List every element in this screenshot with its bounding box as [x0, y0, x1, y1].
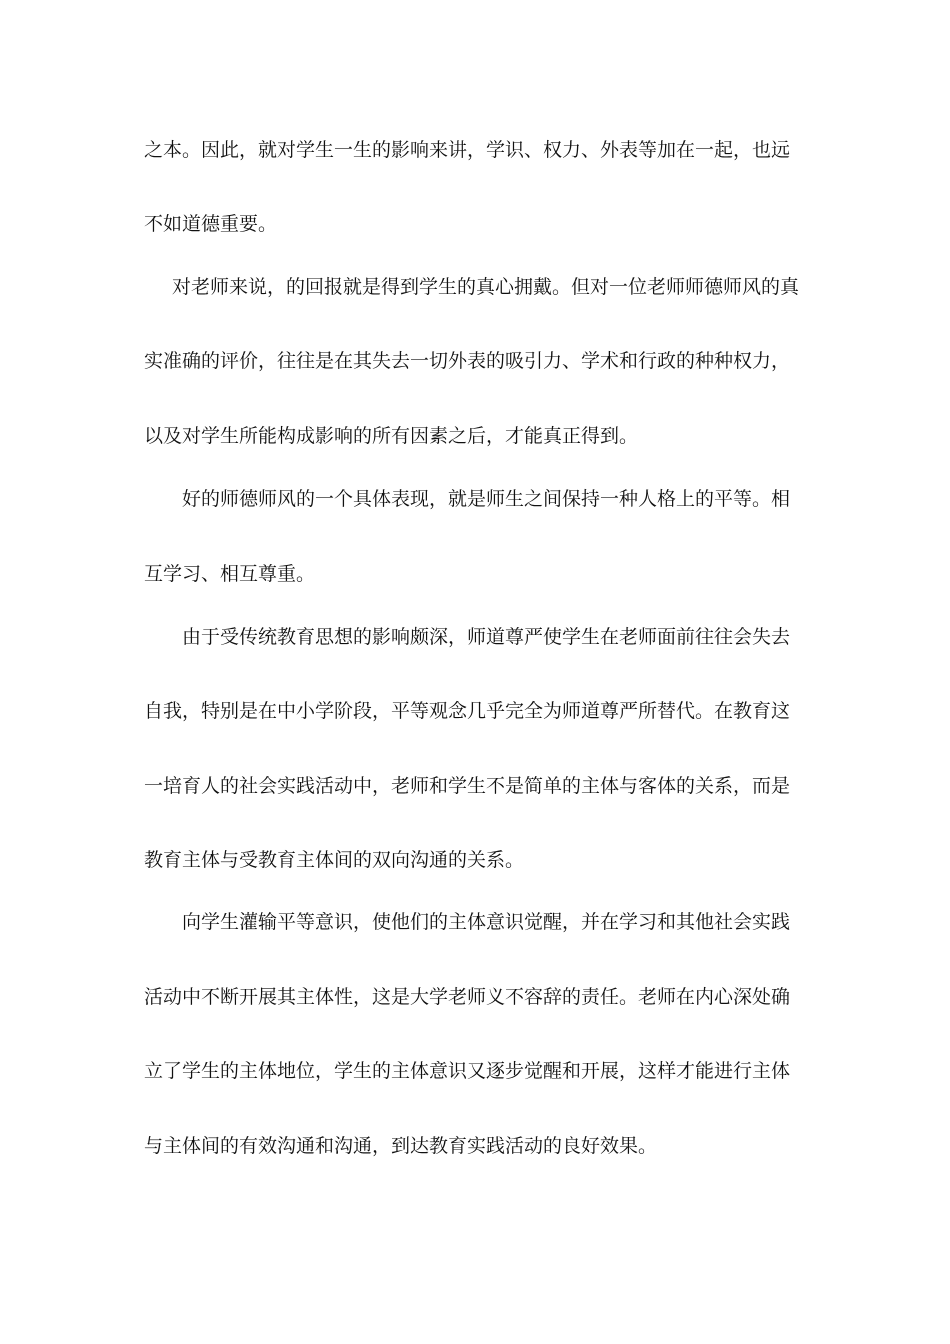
text-line-3: 对老师来说，的回报就是得到学生的真心拥戴。但对一位老师师德师风的真 [172, 276, 800, 298]
text-line-1: 之本。因此，就对学生一生的影响来讲，学识、权力、外表等加在一起，也远 [144, 139, 791, 161]
text-line-12: 向学生灌输平等意识，使他们的主体意识觉醒，并在学习和其他社会实践 [182, 911, 791, 933]
text-line-8: 由于受传统教育思想的影响颇深，师道尊严使学生在老师面前往往会失去 [182, 626, 791, 648]
text-line-11: 教育主体与受教育主体间的双向沟通的关系。 [144, 849, 525, 871]
text-line-14: 立了学生的主体地位，学生的主体意识又逐步觉醒和开展，这样才能进行主体 [144, 1060, 791, 1082]
text-line-2: 不如道德重要。 [144, 213, 278, 235]
text-line-7: 互学习、相互尊重。 [144, 563, 316, 585]
text-line-5: 以及对学生所能构成影响的所有因素之后，才能真正得到。 [144, 425, 639, 447]
text-line-9: 自我，特别是在中小学阶段，平等观念几乎完全为师道尊严所替代。在教育这 [144, 700, 791, 722]
text-line-10: 一培育人的社会实践活动中，老师和学生不是简单的主体与客体的关系，而是 [144, 775, 791, 797]
text-line-4: 实准确的评价，往往是在其失去一切外表的吸引力、学术和行政的种种权力， [144, 350, 791, 372]
text-line-15: 与主体间的有效沟通和沟通，到达教育实践活动的良好效果。 [144, 1135, 658, 1157]
text-line-6: 好的师德师风的一个具体表现，就是师生之间保持一种人格上的平等。相 [182, 488, 791, 510]
text-line-13: 活动中不断开展其主体性，这是大学老师义不容辞的责任。老师在内心深处确 [144, 986, 791, 1008]
